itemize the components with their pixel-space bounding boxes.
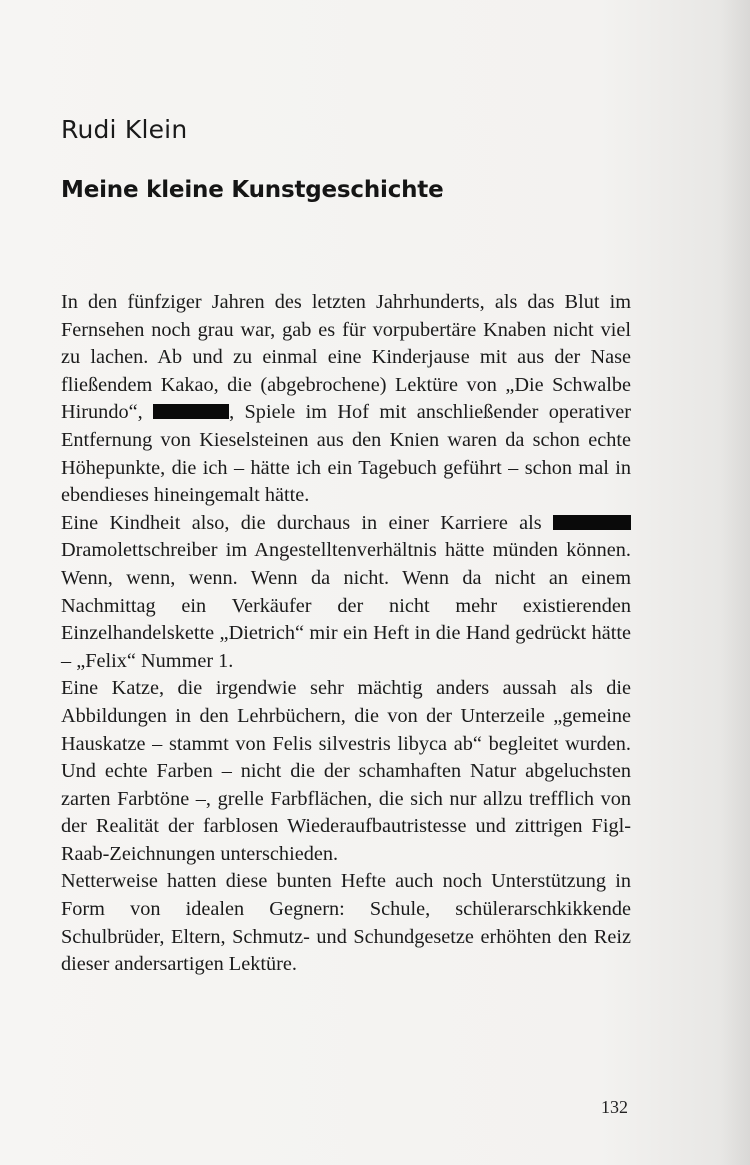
body-text xyxy=(61,289,631,979)
chapter-title: Meine kleine Kunstgeschichte xyxy=(61,177,444,203)
paragraph-2-part-a: Eine Kindheit also, die durchaus in einer Karriere als xyxy=(61,511,542,534)
paragraph-1 xyxy=(61,289,631,510)
redaction-bar xyxy=(153,404,229,419)
paragraph-3: Eine Katze, die irgendwie sehr mächtig anders aussah als die Abbildungen in den Lehrbüchern, die von der Unterzeile „gemeine Hauskatze – stammt von Felis silvestris libyca ab“ begleitet wurden. Und echte Farben – nicht die der schamhaften Natur abgeluchsten zarten Farbtöne –, grelle Farbflächen, die sich nur allzu trefflich von der Realität der farblosen Wiederaufbautristesse und zittrigen Figl-Raab-Zeichnungen unterschieden. xyxy=(61,677,631,865)
author-name: Rudi Klein xyxy=(61,115,188,144)
paragraph-2-part-b: Dramolettschreiber im Angestelltenverhältnis hätte münden können. Wenn, wenn, wenn. Wenn da nicht. Wenn da nicht an einem Nachmittag ein Verkäufer der nicht mehr existierenden Einzelhandelskette „Dietrich“ mir ein Heft in die Hand gedrückt hätte – „Felix“ Nummer 1. xyxy=(61,539,631,672)
paragraph-2 xyxy=(61,510,631,676)
redaction-bar xyxy=(553,515,631,530)
page-number: 132 xyxy=(601,1097,628,1117)
paragraph-1-part-b: , Spiele im Hof mit anschließender operativer Entfernung von Kieselsteinen aus den Knien waren da schon echte Höhepunkte, die ich – hätte ich ein Tagebuch geführt – schon mal in ebendieses hineingemalt hätte. xyxy=(61,401,631,507)
paragraph-1-part-a: In den fünfziger Jahren des letzten Jahrhunderts, als das Blut im Fernsehen noch grau war, gab es für vorpubertäre Knaben nicht viel zu lachen. Ab und zu einmal eine Kinderjause mit aus der Nase fließendem Kakao, die (abgebrochene) Lektüre von „Die Schwalbe Hirundo“, xyxy=(61,291,631,424)
paragraph-4: Netterweise hatten diese bunten Hefte auch noch Unterstützung in Form von idealen Gegnern: Schule, schülerarschkikkende Schulbrüder, Eltern, Schmutz- und Schundgesetze erhöhten den Reiz dieser andersartigen Lektüre. xyxy=(61,870,631,976)
